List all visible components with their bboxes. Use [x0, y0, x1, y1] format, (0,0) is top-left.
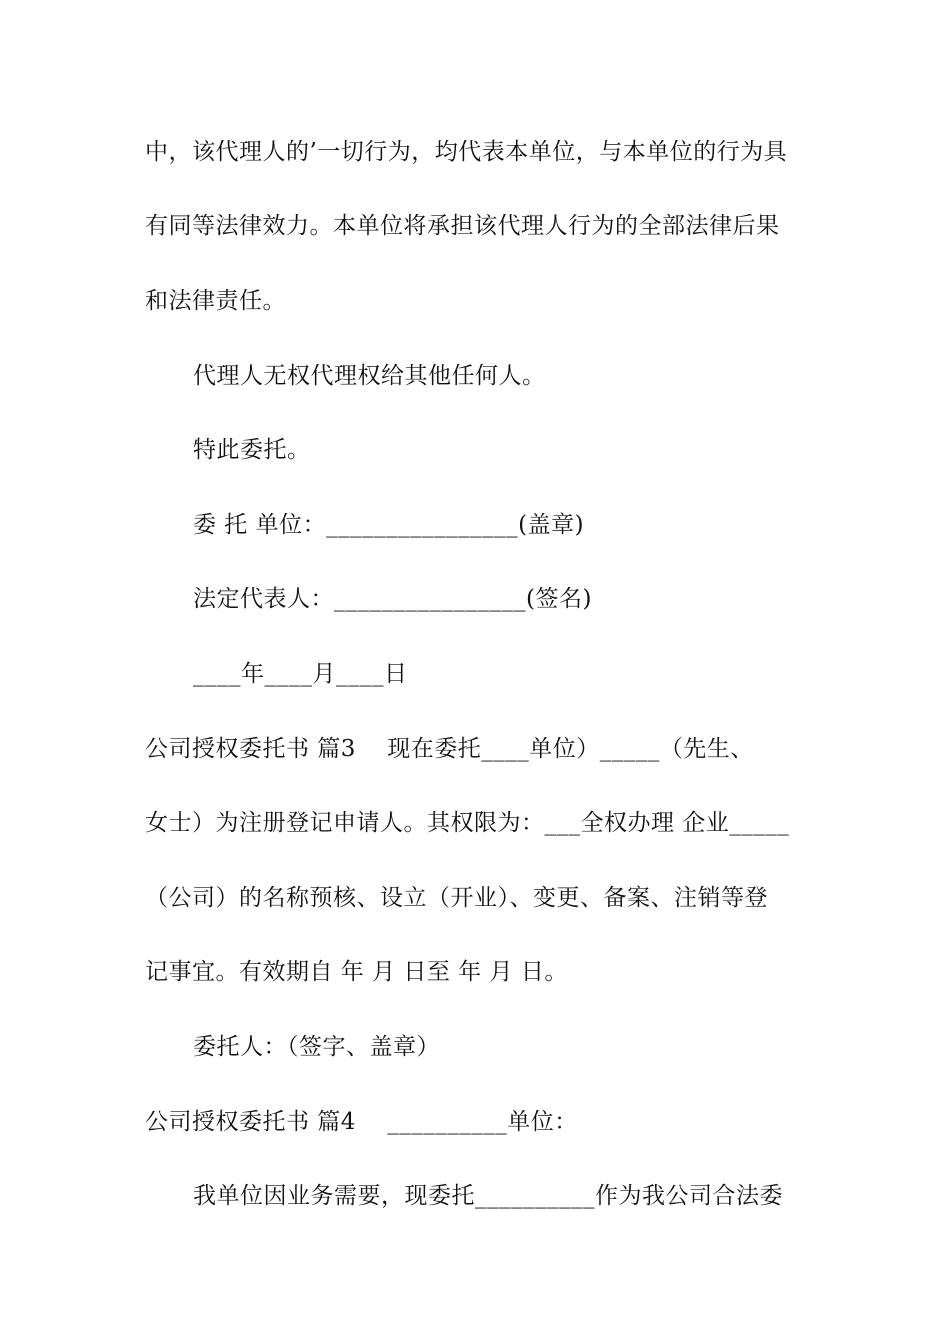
paragraph-line: 女士）为注册登记申请人。其权限为：___全权办理 企业_____: [145, 810, 790, 836]
paragraph-line: 和法律责任。: [145, 288, 286, 314]
section-heading-3: 公司授权委托书 篇3 现在委托____单位）_____（先生、: [145, 736, 754, 762]
paragraph-line: 代理人无权代理权给其他任何人。: [193, 363, 546, 389]
entrusting-unit-line: 委 托 单位：________________(盖章): [193, 512, 585, 538]
paragraph-line: （公司）的名称预核、设立（开业）、变更、备案、注销等登: [145, 885, 768, 911]
principal-signature-line: 委托人：（签字、盖章）: [193, 1034, 440, 1060]
paragraph-line: 有同等法律效力。本单位将承担该代理人行为的全部法律后果: [145, 213, 780, 239]
paragraph-line: 中，该代理人的’一切行为，均代表本单位，与本单位的行为具: [145, 139, 788, 165]
section-heading-4: 公司授权委托书 篇4 __________单位：: [145, 1109, 578, 1135]
date-line: ____年____月____日: [193, 661, 408, 687]
paragraph-line: 特此委托。: [193, 437, 311, 463]
legal-representative-line: 法定代表人：________________(签名): [193, 586, 592, 612]
paragraph-line: 记事宜。有效期自 年 月 日至 年 月 日。: [145, 959, 568, 985]
paragraph-line: 我单位因业务需要，现委托__________作为我公司合法委: [193, 1183, 783, 1209]
